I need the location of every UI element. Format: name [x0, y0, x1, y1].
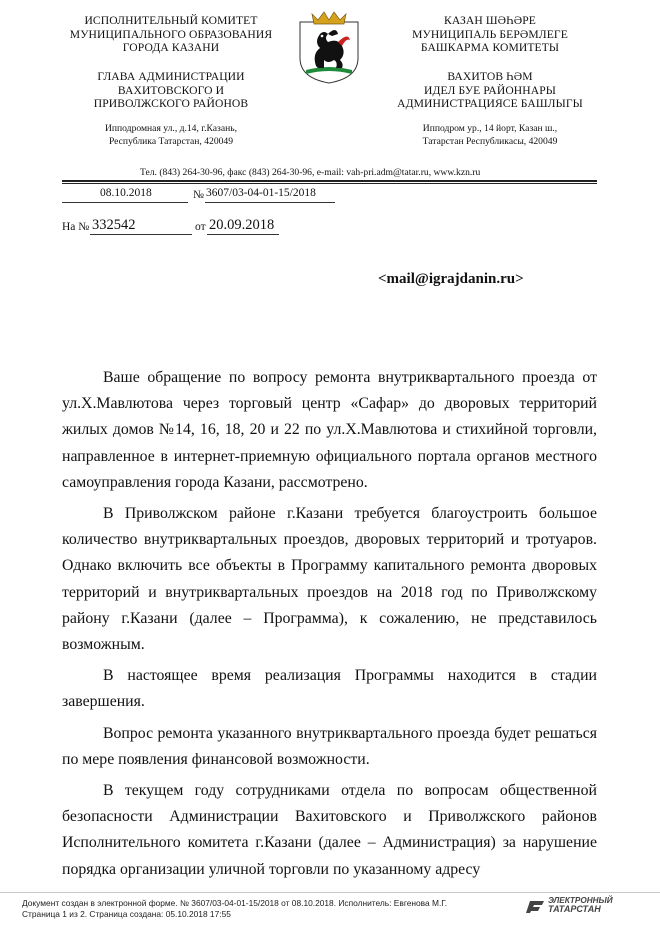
right-org-line: БАШКАРМА КОМИТЕТЫ: [420, 41, 560, 55]
right-title-line: ВАХИТОВ ҺӘМ: [447, 70, 533, 83]
footer-divider: [0, 892, 660, 893]
right-org-line: МУНИЦИПАЛЬ БЕРӘМЛЕГЕ: [412, 27, 568, 41]
contacts-line: Тел. (843) 264-30-96, факс (843) 264-30-96, e-mail: vah-pri.adm@tatar.ru, www.kzn.ru: [140, 167, 481, 178]
header-rule-thin: [62, 183, 597, 184]
body-paragraph: В Приволжском районе г.Казани требуется благоустроить большое количество внутриквартальных проездов, дворовых территорий и тротуаров. Однако включить все объекты в Программу капитального ремонта дворовых территорий и внутриквартальных проездов на 2018 год по Приволжскому району г.Казани (далее – Программа), к сожалению, не представилось возможным.: [62, 505, 597, 654]
recipient-email: <mail@igrajdanin.ru>: [378, 271, 524, 287]
in-reply-from-label: от: [195, 221, 206, 233]
header-rule-thick: [62, 180, 597, 182]
left-title-block: [56, 70, 286, 111]
right-address-line: Ипподром ур., 14 йорт, Казан ш.,: [422, 123, 558, 134]
outgoing-date-underline: [62, 202, 188, 203]
left-title-line: ПРИВОЛЖСКОГО РАЙОНОВ: [93, 97, 249, 111]
kazan-coat-of-arms-icon: [298, 8, 360, 84]
brand-line: ЭЛЕКТРОННЫЙ: [548, 896, 613, 905]
right-title-line: ИДЕЛ БУЕ РАЙОННАРЫ: [424, 83, 556, 97]
outgoing-number-sign: №: [193, 189, 204, 201]
in-reply-prefix: На №: [62, 221, 90, 233]
left-address-block: [56, 123, 286, 148]
right-title-line: АДМИНИСТРАЦИЯСЕ БАШЛЫГЫ: [397, 97, 583, 111]
electronic-tatarstan-logo-icon: [526, 899, 546, 915]
outgoing-number: 3607/03-04-01-15/2018: [206, 187, 316, 199]
letter-body: [62, 365, 597, 888]
right-org-line: КАЗАН ШӘҺӘРЕ: [444, 14, 536, 27]
left-org-line: ИСПОЛНИТЕЛЬНЫЙ КОМИТЕТ: [84, 14, 258, 27]
outgoing-date: 08.10.2018: [100, 187, 152, 199]
right-address-line: Татарстан Республикасы, 420049: [422, 135, 558, 147]
body-paragraph: В текущем году сотрудниками отдела по вопросам общественной безопасности Администрации Вахитовского и Приволжского районов Исполнительного комитета г.Казани (далее – Администрация) за нарушение порядка организации уличной торговли по указанному адресу: [62, 782, 597, 878]
left-address-line: Ипподромная ул., д.14, г.Казань,: [104, 123, 238, 134]
brand-text: [548, 896, 613, 914]
left-title-line: ГЛАВА АДМИНИСТРАЦИИ: [97, 70, 245, 83]
body-paragraph: В настоящее время реализация Программы находится в стадии завершения.: [62, 667, 597, 711]
footer-line: Страница 1 из 2. Страница создана: 05.10.2018 17:55: [22, 908, 231, 919]
left-org-line: ГОРОДА КАЗАНИ: [122, 41, 220, 55]
footer-line: Документ создан в электронной форме. № 3607/03-04-01-15/2018 от 08.10.2018. Исполнитель: Евгенова М.Г.: [22, 898, 448, 908]
outgoing-number-underline: [205, 202, 335, 203]
left-org-line: МУНИЦИПАЛЬНОГО ОБРАЗОВАНИЯ: [69, 27, 273, 41]
in-reply-date: 20.09.2018: [209, 217, 275, 233]
brand-line: ТАТАРСТАН: [548, 904, 601, 914]
body-paragraph: Вопрос ремонта указанного внутриквартального проезда будет решаться по мере появления финансовой возможности.: [62, 724, 597, 768]
left-title-line: ВАХИТОВСКОГО И: [117, 83, 225, 97]
in-reply-number: 332542: [92, 217, 136, 233]
right-org-block: [375, 14, 605, 55]
body-paragraph: Ваше обращение по вопросу ремонта внутриквартального проезда от ул.Х.Мавлютова через торговый центр «Сафар» до дворовых территорий жилых домов №14, 16, 18, 20 и 22 по ул.Х.Мавлютова и стихийной торговли, направленное в интернет-приемную официального портала органов местного самоуправления города Казани, рассмотрено.: [62, 369, 597, 491]
left-org-block: [56, 14, 286, 55]
left-address-line: Республика Татарстан, 420049: [108, 135, 234, 147]
in-reply-date-underline: [207, 234, 279, 235]
footer-meta: [22, 898, 447, 919]
right-address-block: [375, 123, 605, 148]
right-title-block: [375, 70, 605, 111]
in-reply-number-underline: [90, 234, 192, 235]
